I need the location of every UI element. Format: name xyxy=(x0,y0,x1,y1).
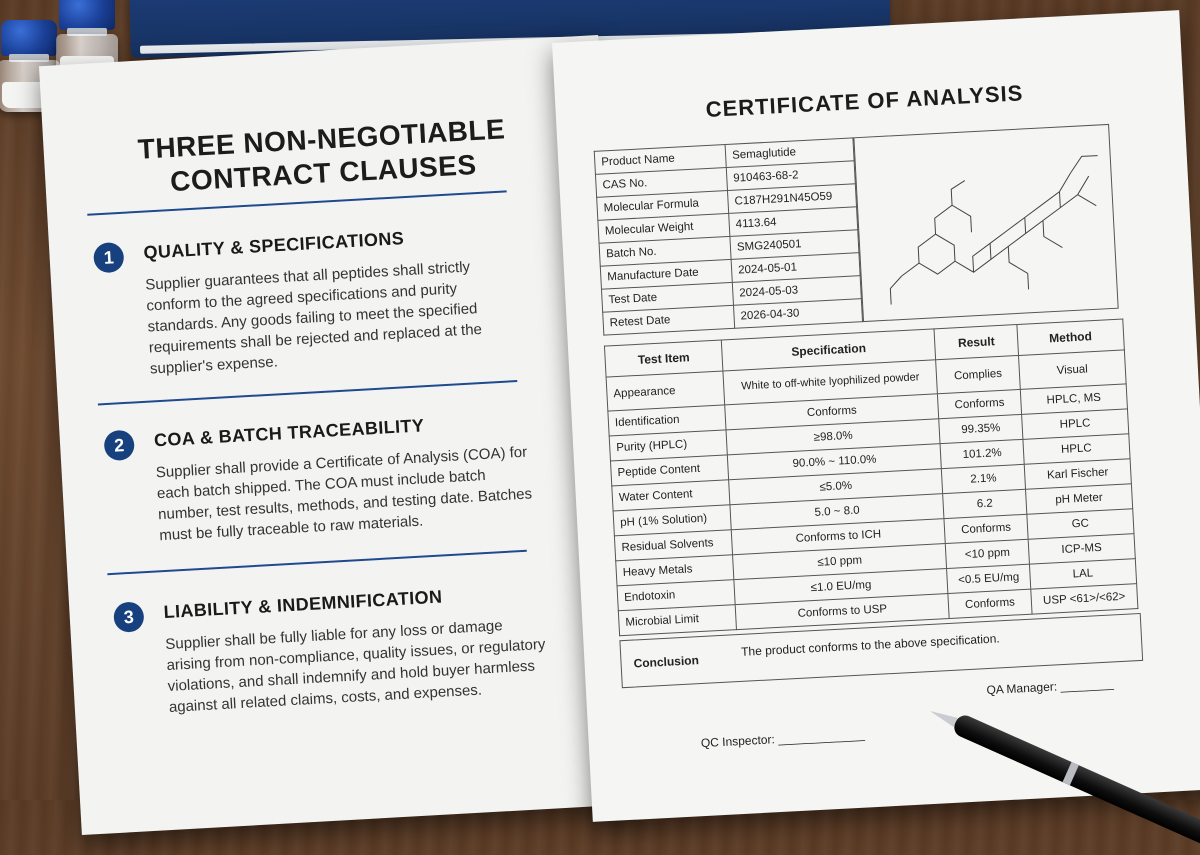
column-header: Method xyxy=(1017,319,1125,356)
test-spec: Conforms to USP xyxy=(735,593,949,629)
divider xyxy=(107,550,526,575)
test-item: Microbial Limit xyxy=(618,605,736,636)
info-label: Molecular Weight xyxy=(598,213,730,243)
test-item: Appearance xyxy=(606,371,725,411)
info-label: Molecular Formula xyxy=(597,190,729,220)
test-spec: 5.0 ~ 8.0 xyxy=(730,494,944,530)
contract-clauses-sheet xyxy=(39,35,641,835)
test-result: 6.2 xyxy=(943,489,1027,518)
test-method: USP <61>/<62> xyxy=(1031,584,1138,615)
test-result: Conforms xyxy=(948,589,1032,618)
divider xyxy=(98,380,517,405)
clauses-title: THREE NON-NEGOTIABLE CONTRACT CLAUSES xyxy=(136,113,506,198)
test-item: Peptide Content xyxy=(610,455,728,486)
test-method: Visual xyxy=(1018,350,1126,390)
qc-inspector-signature: QC Inspector: _____________ xyxy=(700,727,866,751)
info-value: C187H291N45O59 xyxy=(727,184,856,214)
test-spec: 90.0% ~ 110.0% xyxy=(727,444,941,480)
pen-tip xyxy=(928,706,958,727)
conclusion-text: The product conforms to the above specification. xyxy=(740,631,1000,659)
info-label: Batch No. xyxy=(599,236,731,266)
test-item: pH (1% Solution) xyxy=(613,505,731,536)
coa-title: CERTIFICATE OF ANALYSIS xyxy=(705,80,1024,122)
test-method: pH Meter xyxy=(1025,484,1132,515)
test-spec: White to off-white lyophilized powder xyxy=(723,360,938,405)
clause-text: Supplier guarantees that all peptides shall strictly conform to the agreed specifications and purity standards. Any goods failing to meet the specified requirements shall be rejected and replaced at the supplier's expense. xyxy=(144,258,483,378)
column-header: Specification xyxy=(721,329,936,371)
info-value: 4113.64 xyxy=(729,207,858,237)
test-spec: Conforms xyxy=(725,394,939,430)
column-header: Test Item xyxy=(604,340,723,377)
product-info-table xyxy=(594,137,863,335)
info-value: SMG240501 xyxy=(730,230,859,260)
test-method: HPLC, MS xyxy=(1020,384,1127,415)
clause-number: 3 xyxy=(113,601,145,633)
clause-text: Supplier shall provide a Certificate of Analysis (COA) for each batch shipped. The COA must include batch number, test results, methods, and testing date. Batches must be fully traceable to raw materials. xyxy=(155,443,533,545)
info-value: Semaglutide xyxy=(725,138,854,168)
info-value: 910463-68-2 xyxy=(726,161,855,191)
test-result: 101.2% xyxy=(940,439,1024,468)
info-label: Test Date xyxy=(601,282,733,312)
info-label: Manufacture Date xyxy=(600,259,732,289)
test-result: Conforms xyxy=(944,514,1028,543)
clause-coa xyxy=(103,407,542,545)
test-method: LAL xyxy=(1029,559,1136,590)
clause-heading: LIABILITY & INDEMNIFICATION xyxy=(163,586,443,623)
clause-text: Supplier shall be fully liable for any loss or damage arising from non-compliance, quality issues, or regulatory violations, and shall indemnify and hold buyer harmless against all related claims, costs, and expenses. xyxy=(164,617,546,716)
clause-number: 2 xyxy=(103,430,135,462)
clause-number: 1 xyxy=(93,242,125,274)
test-result: <0.5 EU/mg xyxy=(947,564,1031,593)
test-result: Complies xyxy=(936,355,1020,393)
info-label: CAS No. xyxy=(595,168,727,198)
test-results-table xyxy=(604,318,1139,636)
conclusion-label: Conclusion xyxy=(633,653,700,671)
certificate-sheet xyxy=(552,10,1200,822)
test-spec: Conforms to ICH xyxy=(731,519,945,555)
info-label: Retest Date xyxy=(603,305,735,335)
test-method: ICP-MS xyxy=(1028,534,1135,565)
test-item: Heavy Metals xyxy=(616,555,734,586)
test-method: HPLC xyxy=(1023,434,1130,465)
column-header: Result xyxy=(934,325,1018,360)
info-value: 2024-05-01 xyxy=(731,253,860,283)
test-method: HPLC xyxy=(1021,409,1128,440)
test-method: GC xyxy=(1027,509,1134,540)
vial-cap xyxy=(1,20,57,56)
clause-heading: COA & BATCH TRACEABILITY xyxy=(153,415,425,451)
info-value: 2026-04-30 xyxy=(733,299,862,329)
clause-heading: QUALITY & SPECIFICATIONS xyxy=(142,228,405,263)
test-result: Conforms xyxy=(938,389,1022,418)
test-result: 99.35% xyxy=(939,414,1023,443)
test-item: Residual Solvents xyxy=(614,530,732,561)
test-result: 2.1% xyxy=(942,464,1026,493)
test-item: Identification xyxy=(608,405,726,436)
test-item: Purity (HPLC) xyxy=(609,430,727,461)
test-spec: ≤5.0% xyxy=(729,469,943,505)
vial-cap xyxy=(59,0,115,30)
molecular-structure xyxy=(853,124,1118,322)
test-item: Endotoxin xyxy=(617,580,735,611)
test-spec: ≤1.0 EU/mg xyxy=(734,569,948,605)
clause-quality xyxy=(93,219,532,378)
test-spec: ≤10 ppm xyxy=(733,544,947,580)
test-spec: ≥98.0% xyxy=(726,419,940,455)
test-method: Karl Fischer xyxy=(1024,459,1131,490)
test-item: Water Content xyxy=(612,480,730,511)
info-label: Product Name xyxy=(594,145,726,175)
structure-drawing xyxy=(854,125,1117,321)
test-result: <10 ppm xyxy=(946,539,1030,568)
clause-liability xyxy=(113,578,552,716)
info-value: 2024-05-03 xyxy=(732,276,861,306)
qa-manager-signature: QA Manager: ________ xyxy=(986,676,1115,698)
